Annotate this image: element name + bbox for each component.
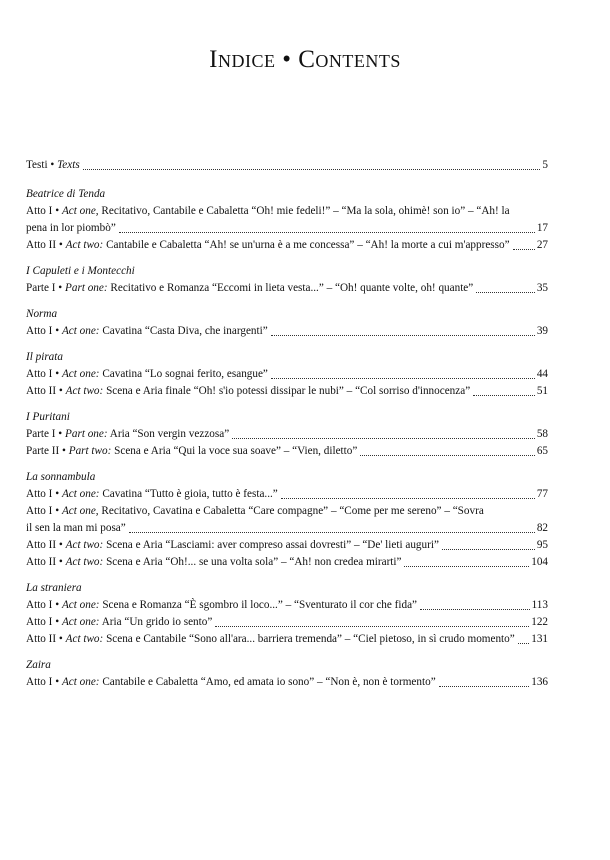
entry-label bbox=[26, 631, 515, 648]
page-number: 113 bbox=[531, 599, 548, 611]
entry-text: Aria “Un grido io sento” bbox=[99, 616, 213, 628]
entry-continuation-line bbox=[26, 220, 548, 237]
page-number: 44 bbox=[536, 368, 548, 380]
entry-text: Scena e Aria “Oh!... se una volta sola” – “Ah! non credea mirarti” bbox=[103, 556, 402, 568]
work-title: Norma bbox=[26, 308, 58, 320]
entry-act-label: Part one: bbox=[65, 282, 108, 294]
entry-text-continued: il sen la man mi posa” bbox=[26, 522, 126, 534]
toc-entry[interactable] bbox=[26, 443, 548, 460]
toc-entry[interactable] bbox=[26, 597, 548, 614]
entry-act-label: Act one: bbox=[61, 325, 100, 337]
page-number: 131 bbox=[531, 633, 548, 645]
leader-dots bbox=[476, 292, 535, 293]
page-number: 136 bbox=[531, 676, 548, 688]
entry-act-label: Act one: bbox=[61, 676, 100, 688]
toc-entry[interactable] bbox=[26, 203, 548, 237]
entry-text: Cavatina “Lo sognai ferito, esangue” bbox=[99, 368, 268, 380]
page-number: 35 bbox=[536, 282, 548, 294]
entry-label bbox=[26, 237, 510, 254]
entry-text: Scena e Aria “Lasciami: aver compreso assai dovresti” – “De' lieti auguri” bbox=[103, 539, 439, 551]
entry-act-label: Act two: bbox=[65, 239, 104, 251]
toc-entry[interactable] bbox=[26, 486, 548, 503]
page-number: 27 bbox=[536, 239, 548, 251]
page-number: 77 bbox=[536, 488, 548, 500]
entry-text: Scena e Aria finale “Oh! s'io potessi dissipar le nubi” – “Col sorriso d'innocenza” bbox=[103, 385, 471, 397]
entry-label bbox=[26, 614, 212, 631]
entry-text: Recitativo e Romanza “Eccomi in lieta vesta...” – “Oh! quante volte, oh! quante” bbox=[107, 282, 474, 294]
toc-entry[interactable] bbox=[26, 426, 548, 443]
entry-part-label: Parte II • bbox=[26, 445, 69, 457]
table-of-contents bbox=[26, 157, 548, 691]
entry-part-label: Atto II • bbox=[26, 556, 66, 568]
page-number: 65 bbox=[536, 445, 548, 457]
entry-label bbox=[26, 554, 401, 571]
entry-act-label: Act two: bbox=[65, 385, 104, 397]
toc-entry[interactable] bbox=[26, 614, 548, 631]
toc-entry[interactable] bbox=[26, 554, 548, 571]
leader-dots bbox=[473, 395, 535, 396]
page-number: 5 bbox=[542, 159, 548, 171]
entry-act-label: Act one, bbox=[61, 505, 99, 517]
entry-act-label: Act one: bbox=[61, 616, 100, 628]
page-title: Indice • Contents bbox=[209, 46, 401, 73]
work-title: Zaira bbox=[26, 659, 51, 671]
toc-entry[interactable] bbox=[26, 383, 548, 400]
entry-text: Recitativo, Cantabile e Cabaletta “Oh! mie fedeli!” – “Ma la sola, ohimè! son io” – “Ah! la bbox=[98, 205, 510, 217]
entry-text: Scena e Romanza “È sgombro il loco...” – “Sventurato il cor che fida” bbox=[99, 599, 418, 611]
page-number: 51 bbox=[536, 385, 548, 397]
toc-entry-texts[interactable] bbox=[26, 157, 548, 174]
entry-text: Cantabile e Cabaletta “Ah! se un'urna è a me concessa” – “Ah! la morte a cui m'appresso” bbox=[103, 239, 510, 251]
entry-text: Cavatina “Tutto è gioia, tutto è festa...” bbox=[99, 488, 278, 500]
entry-label bbox=[26, 597, 417, 614]
leader-dots bbox=[439, 686, 530, 687]
entry-label bbox=[26, 383, 470, 400]
entry-label bbox=[26, 674, 436, 691]
leader-dots bbox=[119, 232, 535, 233]
entry-part-label: Atto I • bbox=[26, 505, 62, 517]
entry-part-label: Atto I • bbox=[26, 368, 62, 380]
entry-act-label: Act one: bbox=[61, 599, 100, 611]
entry-part-label: Parte I • bbox=[26, 282, 66, 294]
entry-act-label: Act one: bbox=[61, 488, 100, 500]
leader-dots bbox=[271, 378, 535, 379]
entry-act-label: Act two: bbox=[65, 539, 104, 551]
leader-dots bbox=[129, 532, 535, 533]
entry-part-label: Atto I • bbox=[26, 676, 62, 688]
leader-dots bbox=[360, 455, 535, 456]
entry-part-label: Atto I • bbox=[26, 616, 62, 628]
entry-act-label: Act one: bbox=[61, 368, 100, 380]
entry-label bbox=[26, 323, 268, 340]
toc-entry[interactable] bbox=[26, 366, 548, 383]
entry-part-label: Atto I • bbox=[26, 599, 62, 611]
entry-act-label: Act two: bbox=[65, 556, 104, 568]
entry-part-label: Atto I • bbox=[26, 325, 62, 337]
page-number: 95 bbox=[536, 539, 548, 551]
page-number: 82 bbox=[536, 522, 548, 534]
texts-label-en: Texts bbox=[57, 159, 80, 171]
work-title: Il pirata bbox=[26, 351, 63, 363]
entry-label bbox=[26, 280, 473, 297]
entry-text: Cantabile e Cabaletta “Amo, ed amata io sono” – “Non è, non è tormento” bbox=[99, 676, 436, 688]
leader-dots bbox=[442, 549, 535, 550]
leader-dots bbox=[420, 609, 530, 610]
entry-first-line bbox=[26, 503, 548, 520]
leader-dots bbox=[518, 643, 529, 644]
entry-text: Cavatina “Casta Diva, che inargenti” bbox=[99, 325, 268, 337]
entry-text: Recitativo, Cavatina e Cabaletta “Care compagne” – “Come per me sereno” – “Sovra bbox=[98, 505, 484, 517]
entry-part-label: Atto I • bbox=[26, 205, 62, 217]
entry-text: Aria “Son vergin vezzosa” bbox=[107, 428, 230, 440]
entry-part-label: Atto II • bbox=[26, 239, 66, 251]
entry-text-continued: pena in lor piombò” bbox=[26, 222, 116, 234]
entry-label bbox=[26, 366, 268, 383]
leader-dots bbox=[83, 169, 541, 170]
entry-part-label: Parte I • bbox=[26, 428, 66, 440]
page-number: 39 bbox=[536, 325, 548, 337]
page-number: 104 bbox=[531, 556, 548, 568]
entry-label bbox=[26, 486, 278, 503]
leader-dots bbox=[215, 626, 529, 627]
entry-act-label: Part one: bbox=[65, 428, 108, 440]
toc-entry[interactable] bbox=[26, 323, 548, 340]
leader-dots bbox=[271, 335, 535, 336]
work-title: La sonnambula bbox=[26, 471, 96, 483]
toc-entry[interactable] bbox=[26, 503, 548, 537]
leader-dots bbox=[404, 566, 529, 567]
work-title: La straniera bbox=[26, 582, 82, 594]
entry-text: Scena e Aria “Qui la voce sua soave” – “Vien, diletto” bbox=[111, 445, 358, 457]
work-title: I Puritani bbox=[26, 411, 70, 423]
entry-first-line bbox=[26, 203, 548, 220]
leader-dots bbox=[281, 498, 535, 499]
entry-label bbox=[26, 443, 357, 460]
entry-part-label: Atto II • bbox=[26, 539, 66, 551]
toc-entry[interactable] bbox=[26, 631, 548, 648]
toc-entry[interactable] bbox=[26, 674, 548, 691]
work-title: Beatrice di Tenda bbox=[26, 188, 106, 200]
entry-act-label: Act two: bbox=[65, 633, 104, 645]
entry-act-label: Act one, bbox=[61, 205, 99, 217]
entry-act-label: Part two: bbox=[68, 445, 112, 457]
toc-entry[interactable] bbox=[26, 537, 548, 554]
entry-label bbox=[26, 426, 229, 443]
entry-text: Scena e Cantabile “Sono all'ara... barriera tremenda” – “Ciel pietoso, in sì crudo momento” bbox=[103, 633, 515, 645]
leader-dots bbox=[513, 249, 535, 250]
entry-part-label: Atto I • bbox=[26, 488, 62, 500]
entry-part-label: Atto II • bbox=[26, 385, 66, 397]
page-number: 122 bbox=[531, 616, 548, 628]
toc-entry[interactable] bbox=[26, 237, 548, 254]
page-number: 58 bbox=[536, 428, 548, 440]
texts-label-it: Testi • bbox=[26, 159, 58, 171]
page-number: 17 bbox=[536, 222, 548, 234]
entry-part-label: Atto II • bbox=[26, 633, 66, 645]
entry-label bbox=[26, 537, 439, 554]
entry-continuation-line bbox=[26, 520, 548, 537]
leader-dots bbox=[232, 438, 535, 439]
work-title: I Capuleti e i Montecchi bbox=[26, 265, 135, 277]
works-list bbox=[26, 186, 548, 691]
toc-entry[interactable] bbox=[26, 280, 548, 297]
